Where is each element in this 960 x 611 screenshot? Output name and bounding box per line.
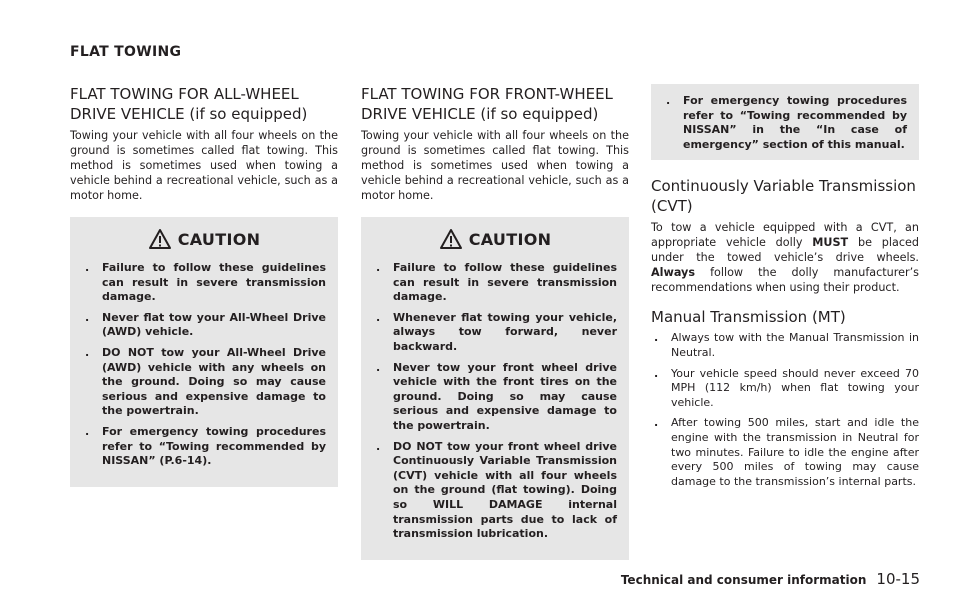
- bullet-dot: .: [376, 360, 381, 374]
- list-item: . For emergency towing procedures refer to “Towing recommended by NISSAN” (P.6-14).: [85, 424, 326, 468]
- list-item: . Never flat tow your All-Wheel Drive (AWD) vehicle.: [85, 310, 326, 339]
- bullet-dot: .: [376, 439, 381, 453]
- warning-triangle-icon: [148, 228, 172, 250]
- page-footer: [621, 570, 920, 588]
- cvt-text: To tow a vehicle equipped with a CVT, an appropriate vehicle dolly MUST be placed under the towed vehicle’s drive wheels. Always follow the dolly manufacturer’s recommendations when using their product.: [651, 221, 919, 295]
- caution-list-fwd: [373, 261, 617, 542]
- bullet-dot: .: [85, 424, 90, 438]
- list-item: . Failure to follow these guidelines can result in severe transmission damage.: [85, 261, 326, 304]
- bullet-dot: .: [654, 416, 659, 430]
- section-title-fwd: FLAT TOWING FOR FRONT-WHEEL DRIVE VEHICLE (if so equipped): [361, 85, 613, 123]
- column-awd: [70, 84, 338, 487]
- bullet-dot: .: [376, 261, 381, 274]
- list-item: . After towing 500 miles, start and idle the engine with the transmission in Neutral for two minutes. Failure to idle the engine after every 500 miles of towing may cause damage to the transmission’s internal parts.: [654, 416, 919, 488]
- mt-list: [651, 331, 919, 489]
- list-item: . Never tow your front wheel drive vehicle with the front tires on the ground. Doing so may cause serious and expensive damage to the powertrain.: [376, 360, 617, 432]
- section-title-awd: FLAT TOWING FOR ALL-WHEEL DRIVE VEHICLE (if so equipped): [70, 85, 308, 123]
- caution-header: [82, 227, 326, 251]
- page-header: FLAT TOWING: [70, 44, 182, 60]
- cvt-title: Continuously Variable Transmission (CVT): [651, 177, 916, 216]
- column-fwd: [361, 84, 629, 560]
- caution-label: CAUTION: [468, 229, 552, 249]
- caution-label: CAUTION: [177, 229, 261, 249]
- caution-list-awd: [82, 261, 326, 469]
- mt-title: Manual Transmission (MT): [651, 308, 846, 327]
- intro-fwd: Towing your vehicle with all four wheels on the ground is sometimes called flat towing. This method is sometimes used when towing a vehicle behind a recreational vehicle, such as a motor home.: [361, 129, 629, 202]
- caution-header: [373, 227, 617, 251]
- caution-box-fwd: [361, 217, 629, 560]
- bullet-dot: .: [85, 261, 90, 274]
- list-item: . DO NOT tow your front wheel drive Continuously Variable Transmission (CVT) vehicle with all four wheels on the ground (flat towing). Doing so WILL DAMAGE internal transmission parts due to lack of transmission lubrication.: [376, 439, 617, 541]
- footer-label: Technical and consumer information: [620, 573, 867, 587]
- list-item: . Whenever flat towing your vehicle, always tow forward, never backward.: [376, 310, 617, 353]
- list-item: . Failure to follow these guidelines can result in severe transmission damage.: [376, 261, 617, 304]
- bullet-dot: .: [85, 345, 90, 359]
- list-item: . Always tow with the Manual Transmission in Neutral.: [654, 331, 919, 359]
- caution-continuation: [651, 84, 919, 160]
- page-number: 10-15: [876, 570, 920, 588]
- bullet-dot: .: [85, 310, 90, 324]
- intro-awd: Towing your vehicle with all four wheels on the ground is sometimes called flat towing. This method is sometimes used when towing a vehicle behind a recreational vehicle, such as a motor home.: [70, 129, 338, 202]
- bullet-dot: .: [666, 94, 671, 107]
- bullet-dot: .: [654, 331, 659, 345]
- list-item: . Your vehicle speed should never exceed 70 MPH (112 km/h) when flat towing your vehicle.: [654, 366, 919, 409]
- list-item: . DO NOT tow your All-Wheel Drive (AWD) vehicle with any wheels on the ground. Doing so may cause serious and expensive damage to the powertrain.: [85, 345, 326, 418]
- warning-triangle-icon: [439, 228, 463, 250]
- bullet-dot: .: [654, 366, 659, 380]
- caution-box-awd: [70, 217, 338, 487]
- always-emphasis: Always: [651, 266, 695, 280]
- list-item: . For emergency towing procedures refer to “Towing recommended by NISSAN” in the “In case of emergency” section of this manual.: [666, 94, 907, 151]
- caution-list-continued: [663, 94, 907, 152]
- bullet-dot: .: [376, 310, 381, 324]
- must-emphasis: MUST: [812, 236, 849, 250]
- column-transmission: [651, 84, 919, 495]
